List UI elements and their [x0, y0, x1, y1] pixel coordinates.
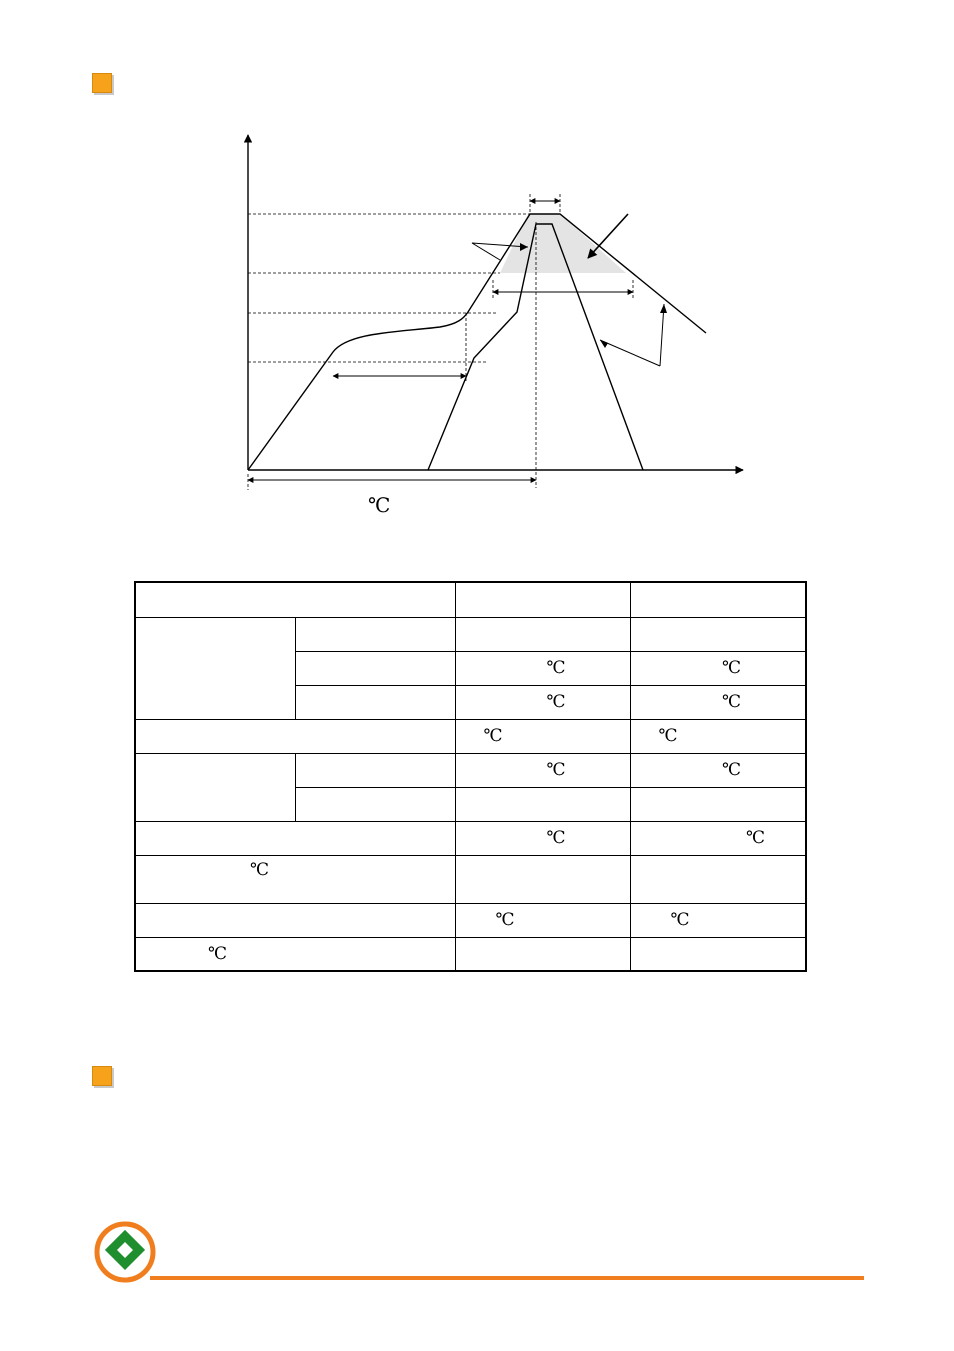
table-row: [135, 821, 806, 855]
footer-rule: [150, 1276, 864, 1280]
preheat-sub-cell: [295, 617, 455, 651]
lead-value-cell: [455, 937, 630, 971]
liquidus-group-cell: [135, 753, 295, 821]
table-row: [135, 855, 806, 903]
leadfree-value-cell: ℃: [630, 685, 806, 719]
leadfree-value-cell: ℃: [630, 651, 806, 685]
table-row: [135, 719, 806, 753]
lead-value-cell: ℃: [455, 651, 630, 685]
row-label-cell: [135, 821, 455, 855]
lead-value-cell: ℃: [455, 685, 630, 719]
lead-value-cell: ℃: [455, 903, 630, 937]
lead-value-cell: [455, 787, 630, 821]
leadfree-value-cell: ℃: [630, 903, 806, 937]
leadfree-value-cell: ℃: [630, 753, 806, 787]
header-lead-cell: [455, 582, 630, 617]
section-bullet-second: [92, 1066, 112, 1086]
pointer-ramp-down: [600, 304, 664, 366]
row-label-cell: ℃: [135, 937, 455, 971]
section-bullet-reflow: [92, 73, 112, 93]
table-row: [135, 617, 806, 651]
header-parameter-cell: [135, 582, 455, 617]
lead-value-cell: ℃: [455, 719, 630, 753]
leadfree-value-cell: [630, 787, 806, 821]
liquidus-sub-cell: [295, 787, 455, 821]
row-label-cell: [135, 719, 455, 753]
profile-curve-max: [248, 214, 706, 470]
row-label-cell: [135, 903, 455, 937]
leadfree-value-cell: ℃: [630, 719, 806, 753]
table-row: [135, 582, 806, 617]
leadfree-value-cell: [630, 937, 806, 971]
lead-value-cell: ℃: [455, 753, 630, 787]
table-row: [135, 903, 806, 937]
table-row: [135, 937, 806, 971]
leadfree-value-cell: [630, 855, 806, 903]
reflow-parameter-table: [134, 581, 807, 972]
liquidus-sub-cell: [295, 753, 455, 787]
lead-value-cell: ℃: [455, 821, 630, 855]
company-logo: [93, 1220, 157, 1284]
leadfree-value-cell: ℃: [630, 821, 806, 855]
degree-label: ℃: [368, 493, 391, 517]
row-label-cell: ℃: [135, 855, 455, 903]
preheat-sub-cell: [295, 685, 455, 719]
leadfree-value-cell: [630, 617, 806, 651]
time-above-liquidus-area: [500, 214, 626, 273]
reflow-profile-chart: [230, 128, 760, 528]
pointer-shade-arrow: [588, 214, 628, 258]
table-row: [135, 753, 806, 787]
lead-value-cell: [455, 855, 630, 903]
lead-value-cell: [455, 617, 630, 651]
preheat-sub-cell: [295, 651, 455, 685]
preheat-group-cell: [135, 617, 295, 719]
header-leadfree-cell: [630, 582, 806, 617]
